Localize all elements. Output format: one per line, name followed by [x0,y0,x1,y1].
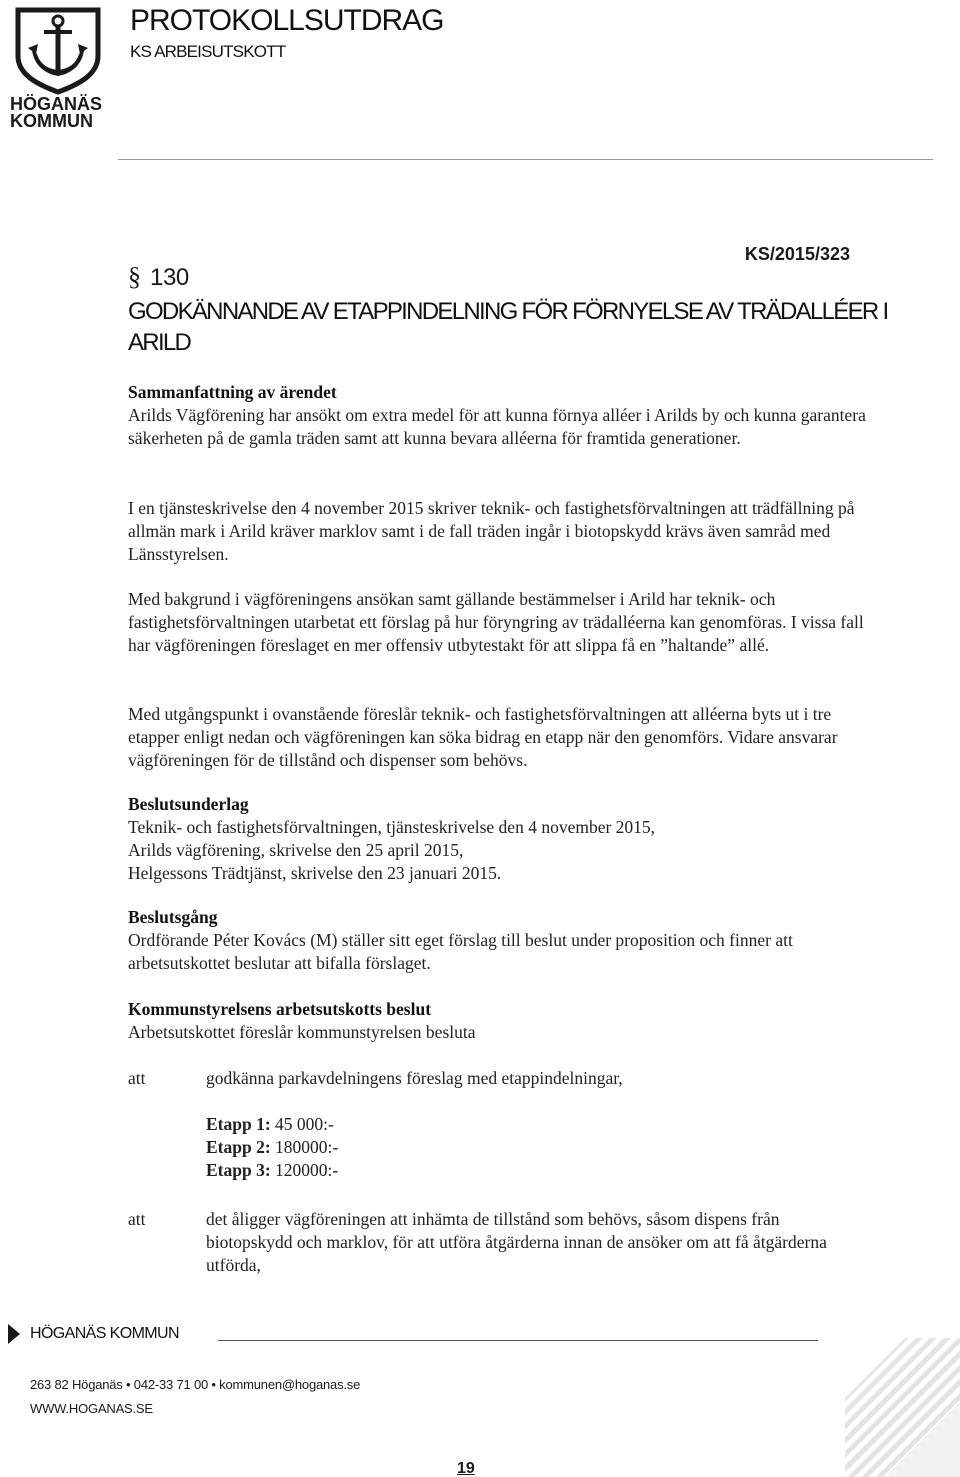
att-label: att [128,1068,146,1088]
page-number: 19 [457,1460,475,1477]
footer-divider [218,1340,818,1341]
hoganas-kommun-logo [8,4,108,128]
header-divider [118,159,933,160]
decision-item: godkänna parkavdelningens föreslag med etappindelningar, [206,1068,623,1088]
case-title: GODKÄNNANDE AV ETAPPINDELNING FÖR FÖRNYELSE AV TRÄDALLÉER I ARILD [128,298,888,356]
basis-item: Helgessons Trädtjänst, skrivelse den 23 januari 2015. [128,863,502,883]
body-paragraph: Med utgångspunkt i ovanstående föreslår teknik- och fastighetsförvaltningen att alléerna byts ut i tre etapper enligt nedan och vägföreningen kan söka bidrag en etapp när den genomförs. Vidare ansvarar vägföreningen för de tillstånd och dispenser som behövs. [128,704,838,770]
case-number: KS/2015/323 [744,244,850,264]
stage-row [206,1113,338,1136]
stage-label: Etapp 2: [206,1137,271,1157]
paragraph-heading [128,263,189,292]
basis-list [128,816,655,885]
stage-value: 45 000:- [275,1114,334,1134]
document-title: PROTOKOLLSUTDRAG [130,4,444,37]
decision-item: det åligger vägföreningen att inhämta de tillstånd som behövs, såsom dispens från biotopskydd och marklov, för att utföra åtgärderna innan de ansöker om att få åtgärderna utförda, [206,1209,827,1275]
section-symbol: § [128,262,141,291]
process-heading: Beslutsgång [128,907,218,927]
stage-value: 180000:- [275,1137,339,1157]
decision-intro: Arbetsutskottet föreslår kommunstyrelsen besluta [128,1022,476,1042]
summary-heading: Sammanfattning av ärendet [128,382,337,402]
footer-website: WWW.HOGANAS.SE [30,1401,153,1416]
svg-text:KOMMUN: KOMMUN [10,111,93,128]
stage-label: Etapp 3: [206,1160,271,1180]
paragraph-number: 130 [150,264,189,291]
summary-text: Arilds Vägförening har ansökt om extra medel för att kunna förnya alléer i Arilds by och kunna garantera säkerheten på de gamla träden samt att kunna bevara alléerna för framtida generationer. [128,405,866,448]
decision-heading: Kommunstyrelsens arbetsutskotts beslut [128,999,432,1019]
basis-item: Arilds vägförening, skrivelse den 25 april 2015, [128,840,464,860]
stage-row [206,1136,338,1159]
svg-text:HÖGANÄS: HÖGANÄS [10,94,103,114]
basis-heading: Beslutsunderlag [128,794,249,814]
arrow-right-icon [2,1322,26,1346]
stage-list [206,1113,338,1182]
process-text: Ordförande Péter Kovács (M) ställer sitt eget förslag till beslut under proposition och finner att arbetsutskottet beslutar att bifalla förslaget. [128,930,793,973]
decorative-pattern [845,1338,960,1477]
stage-value: 120000:- [275,1160,339,1180]
basis-item: Teknik- och fastighetsförvaltningen, tjänsteskrivelse den 4 november 2015, [128,817,656,837]
body-paragraph: I en tjänsteskrivelse den 4 november 2015 skriver teknik- och fastighetsförvaltningen att trädfällning på allmän mark i Arild kräver marklov samt i de fall träden ingår i biotopskydd krävs även samråd med Länsstyrelsen. [128,498,855,564]
stage-row [206,1159,338,1182]
att-label: att [128,1209,146,1229]
document-subtitle: KS ARBEISUTSKOTT [130,42,286,61]
footer-organization: HÖGANÄS KOMMUN [30,1325,179,1342]
body-paragraph: Med bakgrund i vägföreningens ansökan samt gällande bestämmelser i Arild har teknik- och fastighetsförvaltningen utarbetat ett förslag på hur föryngring av trädalléerna kan genomföras. I vissa fall har vägföreningen föreslaget en mer offensiv utbytestakt för att slippa få en ”haltande” allé. [128,589,864,655]
stage-label: Etapp 1: [206,1114,271,1134]
footer-contact: 263 82 Höganäs • 042-33 71 00 • kommunen@hoganas.se [30,1377,361,1392]
